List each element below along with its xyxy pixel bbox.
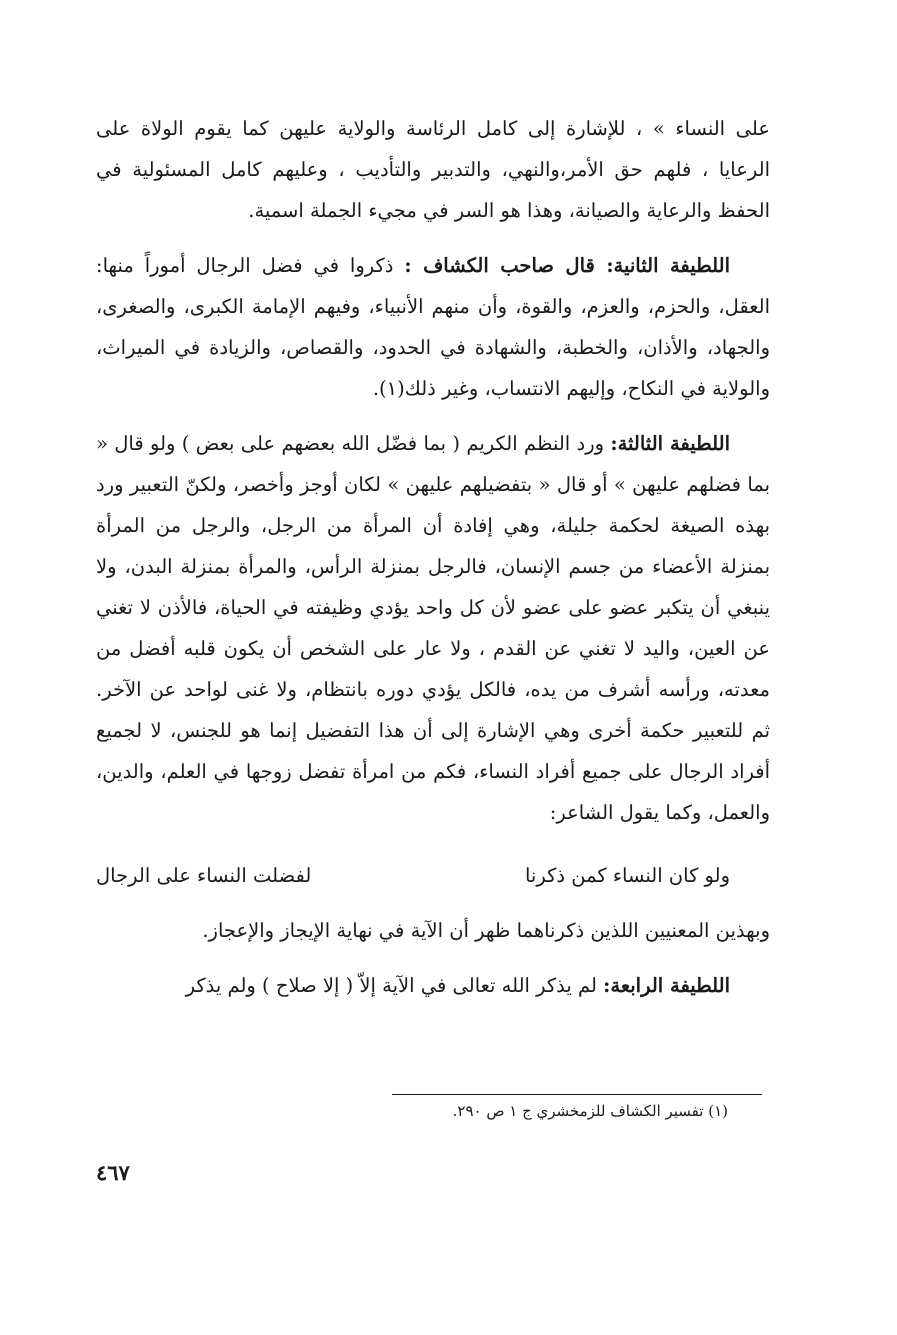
paragraph-3-heading: اللطيفة الثالثة:	[610, 432, 730, 455]
poetry-verse	[96, 855, 770, 896]
paragraph-3-text: ورد النظم الكريم ( بما فضّل الله بعضهم على بعض ) ولو قال « بما فضلهم عليهن » أو قال « بتفضيلهم عليهن » لكان أوجز وأخصر، ولكنّ التعبير ورد بهذه الصيغة لحكمة جليلة، وهي إفادة أن المرأة من الرجل، والرجل من المرأة بمنزلة الأعضاء من جسم الإنسان، فالرجل بمنزلة الرأس، والمرأة بمنزلة البدن، ولا ينبغي أن يتكبر عضو على عضو لأن كل واحد يؤدي وظيفته في الحياة، فالأذن لا تغني عن العين، واليد لا تغني عن القدم ، ولا عار على الشخص أن يكون قلبه أفضل من معدته، ورأسه أشرف من يده، فالكل يؤدي دوره بانتظام، ولا غنى لواحد عن الآخر. ثم للتعبير حكمة أخرى وهي الإشارة إلى أن هذا التفضيل إنما هو للجنس، لا لجميع أفراد الرجال على جميع أفراد النساء، فكم من امرأة تفضل زوجها في العلم، والدين، والعمل، وكما يقول الشاعر:	[96, 432, 770, 824]
paragraph-2-heading: اللطيفة الثانية: قال صاحب الكشاف :	[404, 254, 730, 277]
page-body	[96, 108, 770, 1020]
footnote-divider	[392, 1094, 762, 1095]
paragraph-1	[96, 108, 770, 231]
paragraph-2	[96, 245, 770, 409]
paragraph-1-text: على النساء » ، للإشارة إلى كامل الرئاسة والولاية عليهن كما يقوم الولاة على الرعايا ، فلهم حق الأمر،والنهي، والتدبير والتأديب ، وعليهم كامل المسئولية في الحفظ والرعاية والصيانة، وهذا هو السر في مجيء الجملة اسمية.	[96, 117, 770, 222]
paragraph-4	[96, 965, 770, 1006]
paragraph-4-text: لم يذكر الله تعالى في الآية إلاّ ( إلا صلاح ) ولم يذكر	[185, 974, 604, 997]
page-number: ٤٦٧	[96, 1160, 130, 1185]
verse-first-hemistich: ولو كان النساء كمن ذكرنا	[524, 864, 730, 887]
conclusion-text: وبهذين المعنيين اللذين ذكرناهما ظهر أن الآية في نهاية الإيجاز والإعجاز.	[202, 919, 770, 942]
paragraph-4-heading: اللطيفة الرابعة:	[603, 974, 730, 997]
conclusion-line	[96, 910, 770, 951]
paragraph-3	[96, 423, 770, 833]
paragraph-2-text: ذكروا في فضل الرجال أموراً منها: العقل، والحزم، والعزم، والقوة، وأن منهم الأنبياء، وفيهم الإمامة الكبرى، والصغرى، والجهاد، والأذان، والخطبة، والشهادة في الحدود، والقصاص، والزيادة في الميراث، والولاية في النكاح، وإليهم الانتساب، وغير ذلك(١).	[96, 254, 770, 400]
footnote: (١) تفسير الكشاف للزمخشري ج ١ ص ٢٩٠.	[452, 1102, 728, 1120]
verse-second-hemistich: لفضلت النساء على الرجال	[96, 864, 312, 887]
